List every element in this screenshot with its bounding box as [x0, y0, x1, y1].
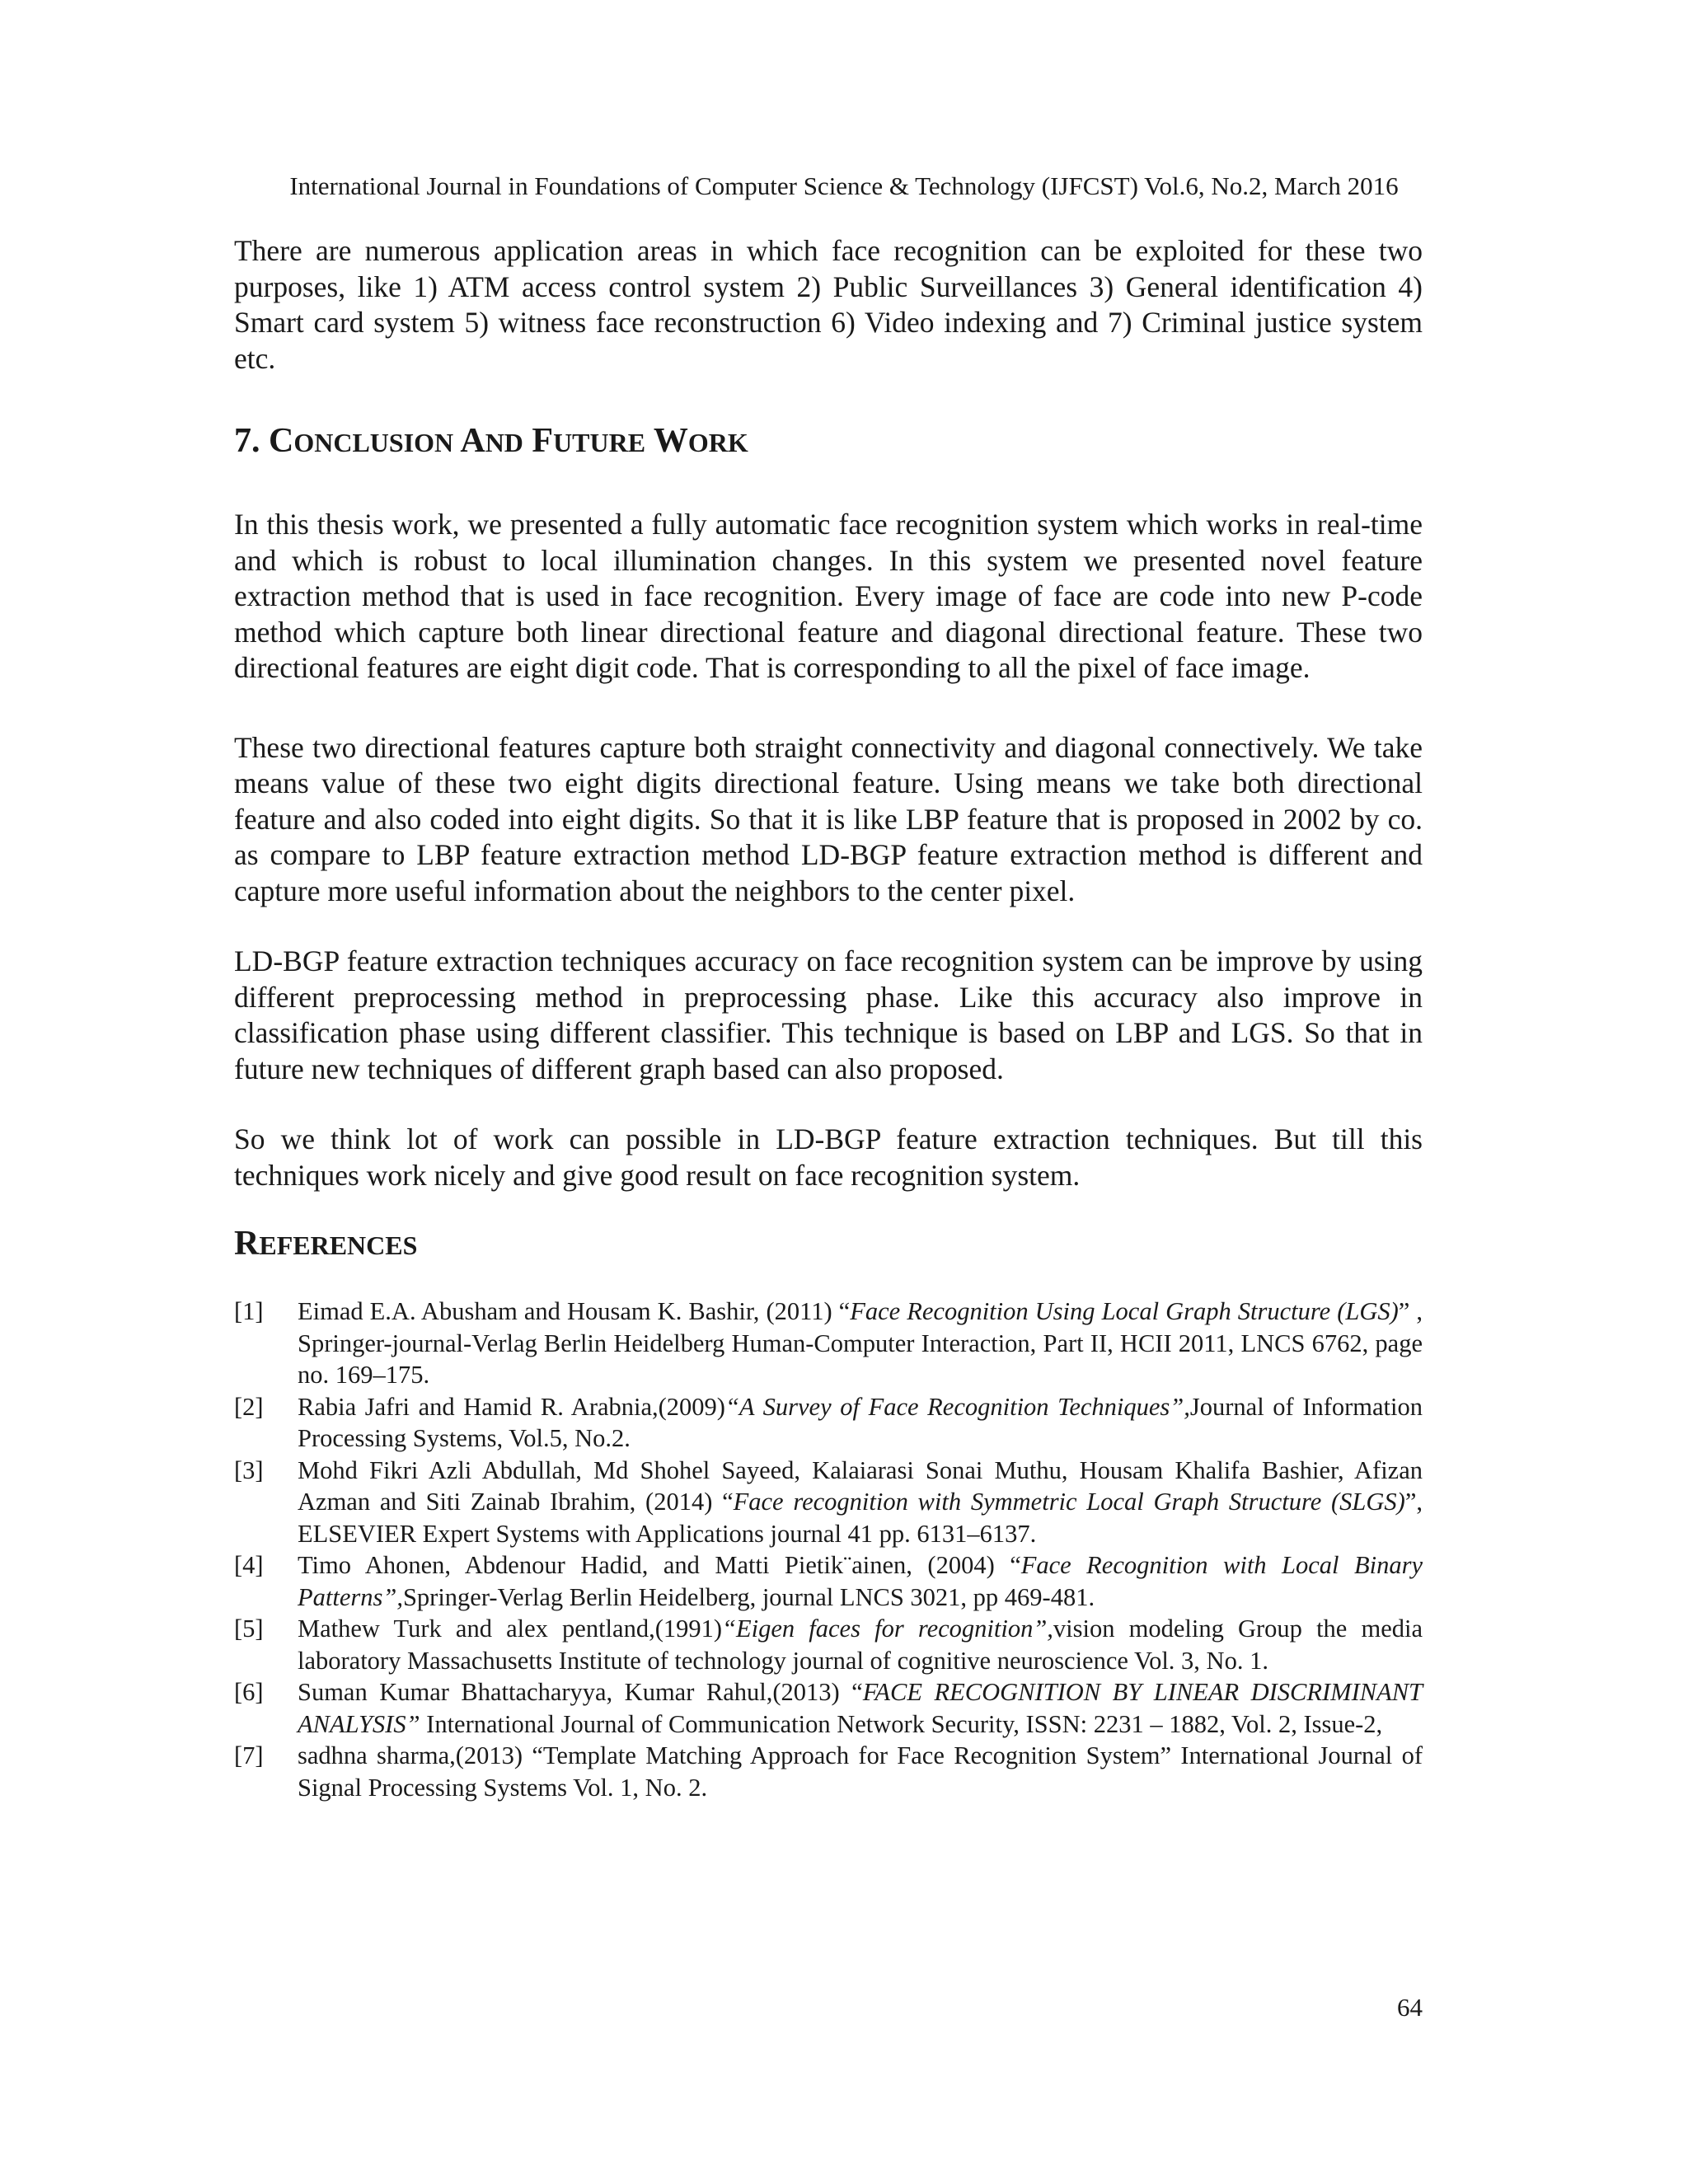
reference-number: [4]	[234, 1551, 264, 1579]
reference-item	[234, 1391, 1423, 1455]
reference-source: vision modeling Group the media laboratory Massachusetts Institute of technology journal of cognitive neuroscience Vol. 3, No. 1.	[298, 1615, 1423, 1675]
reference-source: International Journal of Communication Network Security, ISSN: 2231 – 1882, Vol. 2, Issue-2,	[420, 1709, 1383, 1738]
reference-authors: Timo Ahonen, Abdenour Hadid, and Matti Pietik¨ainen, (2004) “	[298, 1551, 1021, 1579]
reference-title: Face recognition with Symmetric Local Graph Structure (SLGS)	[733, 1488, 1405, 1516]
reference-title: “Eigen faces for recognition”,	[722, 1615, 1053, 1643]
reference-authors: Suman Kumar Bhattacharyya, Kumar Rahul,(2013) “	[298, 1678, 863, 1706]
references-heading	[234, 1223, 1423, 1266]
conclusion-paragraph-2: These two directional features capture both straight connectivity and diagonal connectively. We take means value of these two eight digits directional feature. Using means we take both directional feature and also coded into eight digits. So that it is like LBP feature that is proposed in 2002 by co. as compare to LBP feature extraction method LD-BGP feature extraction method is different and capture more useful information about the neighbors to the center pixel.	[234, 730, 1423, 907]
reference-source: ”, ELSEVIER Expert Systems with Applications journal 41 pp. 6131–6137.	[298, 1488, 1423, 1548]
conclusion-heading-word-3-rest: UTURE	[553, 428, 646, 457]
reference-source: Springer-Verlag Berlin Heidelberg, journal LNCS 3021, pp 469-481.	[402, 1582, 1095, 1611]
conclusion-paragraph-4: So we think lot of work can possible in LD-BGP feature extraction techniques. But till this techniques work nicely and give good result on face recognition system.	[234, 1122, 1423, 1192]
reference-title: FACE RECOGNITION BY LINEAR DISCRIMINANT ANALYSIS”	[298, 1678, 1423, 1738]
reference-item	[234, 1455, 1423, 1550]
reference-authors: Eimad E.A. Abusham and Housam K. Bashir, (2011) “	[298, 1297, 851, 1325]
reference-list	[234, 1296, 1423, 1803]
conclusion-heading-number: 7.	[234, 422, 269, 460]
conclusion-heading-word-4-rest: ORK	[687, 428, 748, 457]
page-content	[234, 233, 1423, 1803]
reference-item	[234, 1296, 1423, 1391]
reference-title: “A Survey of Face Recognition Techniques”,	[724, 1392, 1190, 1421]
conclusion-heading	[234, 420, 1423, 463]
reference-title: Face Recognition Using Local Graph Structure (LGS)	[850, 1297, 1399, 1325]
conclusion-heading-word-4-cap: W	[653, 422, 688, 460]
conclusion-heading-word-1-rest: ONCLUSION	[293, 428, 454, 457]
reference-authors: Rabia Jafri and Hamid R. Arabnia,(2009)	[298, 1392, 725, 1421]
conclusion-heading-word-3-cap: F	[532, 422, 554, 460]
conclusion-paragraph-3: LD-BGP feature extraction techniques accuracy on face recognition system can be improve by using different preprocessing method in preprocessing phase. Like this accuracy also improve in classification phase using different classifier. This technique is based on LBP and LGS. So that in future new techniques of different graph based can also proposed.	[234, 944, 1423, 1085]
running-header: International Journal in Foundations of Computer Science & Technology (IJFCST) Vol.6, No.2, March 2016	[289, 171, 1399, 200]
conclusion-heading-word-2-rest: ND	[485, 428, 523, 457]
conclusion-heading-word-2-cap: A	[460, 422, 485, 460]
reference-authors: sadhna sharma,(2013) “Template Matching Approach for Face Recognition System” International Journal of Signal Processing Systems Vol. 1, No. 2.	[298, 1741, 1423, 1802]
reference-number: [5]	[234, 1615, 264, 1643]
conclusion-heading-word-1-cap: C	[269, 422, 294, 460]
reference-authors: Mathew Turk and alex pentland,(1991)	[298, 1615, 723, 1643]
reference-item	[234, 1676, 1423, 1740]
reference-number: [2]	[234, 1392, 264, 1421]
reference-number: [7]	[234, 1741, 264, 1769]
reference-item	[234, 1549, 1423, 1613]
page-number: 64	[1397, 1993, 1423, 2022]
intro-paragraph: There are numerous application areas in which face recognition can be exploited for these two purposes, like 1) ATM access control system 2) Public Surveillances 3) General identification 4) Smart card system 5) witness face reconstruction 6) Video indexing and 7) Criminal justice system etc.	[234, 234, 1423, 375]
reference-source: Journal of Information Processing Systems, Vol.5, No.2.	[298, 1392, 1423, 1452]
reference-item	[234, 1613, 1423, 1676]
reference-number: [1]	[234, 1297, 264, 1325]
reference-title: Face Recognition with Local Binary Patterns”,	[298, 1551, 1423, 1611]
reference-number: [6]	[234, 1678, 264, 1706]
reference-authors: Mohd Fikri Azli Abdullah, Md Shohel Sayeed, Kalaiarasi Sonai Muthu, Housam Khalifa Bashier, Afizan Azman and Siti Zainab Ibrahim, (2014) “	[298, 1455, 1423, 1516]
references-heading-rest: EFERENCES	[259, 1230, 418, 1260]
references-heading-cap: R	[234, 1225, 260, 1263]
reference-item	[234, 1740, 1423, 1803]
conclusion-paragraph-1: In this thesis work, we presented a fully automatic face recognition system which works in real-time and which is robust to local illumination changes. In this system we presented novel feature extraction method that is used in face recognition. Every image of face are code into new P-code method which capture both linear directional feature and diagonal directional feature. These two directional features are eight digit code. That is corresponding to all the pixel of face image.	[234, 508, 1423, 684]
reference-number: [3]	[234, 1455, 264, 1484]
reference-source: ” , Springer-journal-Verlag Berlin Heidelberg Human-Computer Interaction, Part II, HCII 2011, LNCS 6762, page no. 169–175.	[298, 1297, 1423, 1389]
